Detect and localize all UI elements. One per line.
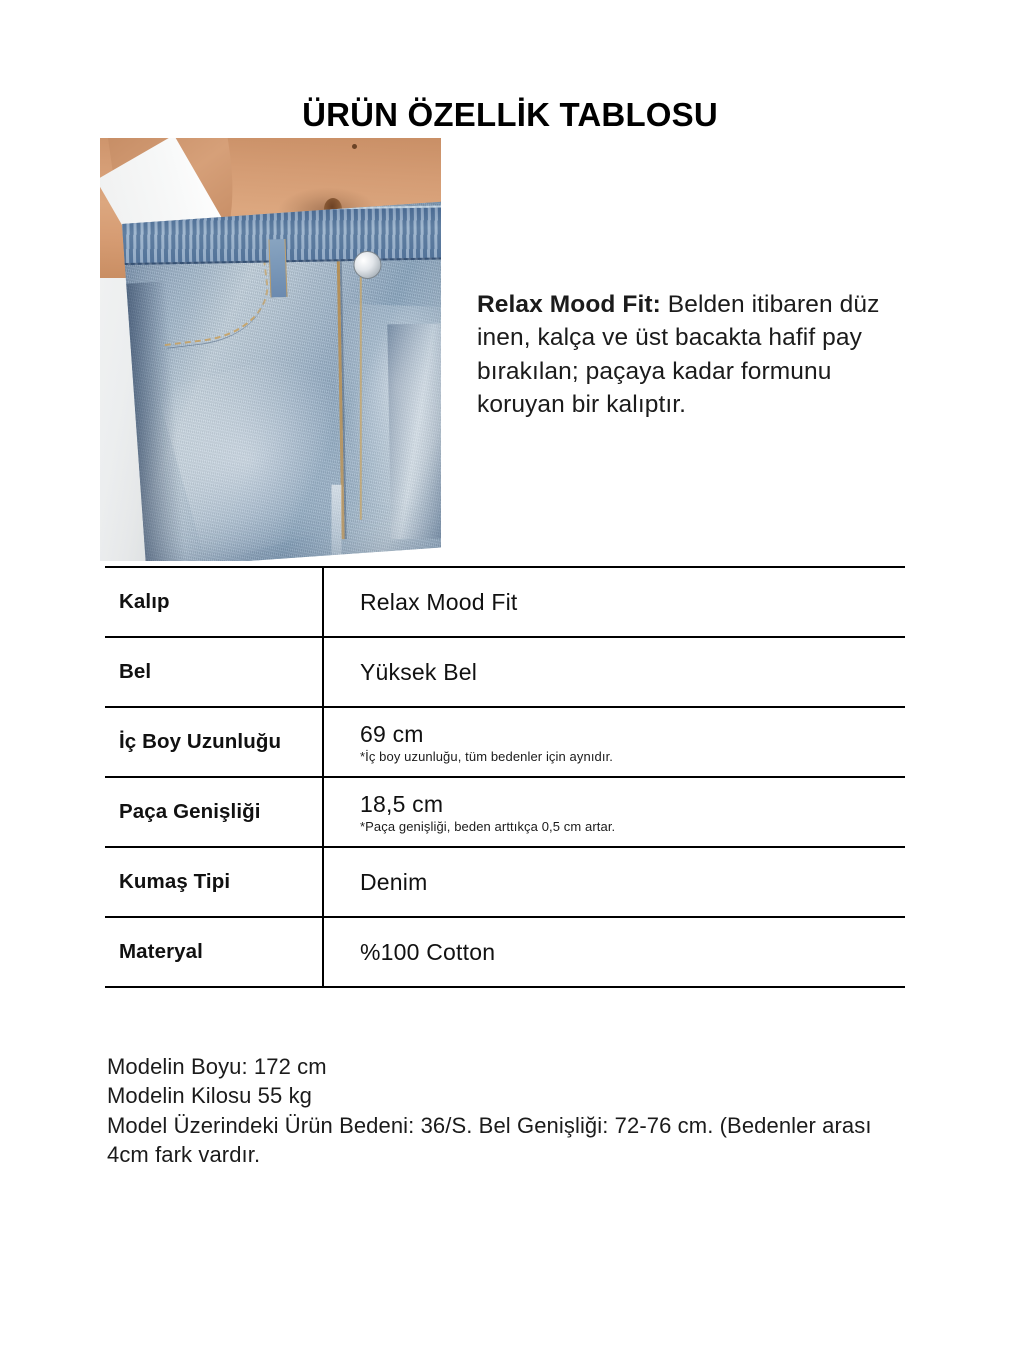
model-size: Model Üzerindeki Ürün Bedeni: 36/S. Bel Genişliği: 72-76 cm. (Bedenler arası 4cm fark vardır. (107, 1112, 872, 1167)
spec-value (323, 777, 905, 847)
model-mole (352, 144, 357, 149)
table-row (105, 637, 905, 707)
spec-label: Bel (105, 637, 323, 707)
spec-value-text: Denim (360, 868, 428, 895)
denim-belt-loop (268, 239, 287, 298)
fit-description-lead: Relax Mood Fit: (477, 291, 661, 318)
model-weight: Modelin Kilosu 55 kg (107, 1083, 313, 1109)
table-row (105, 777, 905, 847)
denim-fly-seam (360, 250, 362, 520)
table-row (105, 847, 905, 917)
spec-label: Materyal (105, 917, 323, 987)
product-spec-table (105, 566, 905, 988)
spec-value (323, 567, 905, 637)
spec-label: İç Boy Uzunluğu (105, 707, 323, 777)
spec-label: Kumaş Tipi (105, 847, 323, 917)
denim-front-pocket-edge (158, 262, 270, 349)
spec-value-text: Relax Mood Fit (360, 588, 518, 615)
spec-table-body (105, 567, 905, 987)
product-photo (100, 138, 441, 561)
model-info (107, 1052, 897, 1169)
denim-leg-split (332, 485, 342, 561)
spec-value-text: Yüksek Bel (360, 658, 478, 685)
spec-value-note: *İç boy uzunluğu, tüm bedenler için aynıdır. (360, 748, 613, 764)
denim-inner-seam (387, 323, 441, 539)
denim-jeans (122, 201, 441, 561)
spec-value-note: *Paça genişliği, beden arttıkça 0,5 cm artar. (360, 818, 616, 834)
table-row (105, 567, 905, 637)
model-height: Modelin Boyu: 172 cm (107, 1054, 327, 1079)
spec-value (323, 847, 905, 917)
table-row (105, 707, 905, 777)
spec-value (323, 707, 905, 777)
spec-value-text: 69 cm (360, 720, 424, 747)
spec-value (323, 917, 905, 987)
spec-value-text: 18,5 cm (360, 790, 444, 817)
page-title: ÜRÜN ÖZELLİK TABLOSU (302, 96, 718, 133)
table-row (105, 917, 905, 987)
fit-description-body: Belden itibaren düz inen, kalça ve üst bacakta hafif pay bırakılan; paçaya kadar formunu koruyan bir kalıptır. (477, 291, 880, 418)
spec-label: Kalıp (105, 567, 323, 637)
fit-description (477, 288, 917, 421)
spec-label: Paça Genişliği (105, 777, 323, 847)
spec-value (323, 637, 905, 707)
spec-value-text: %100 Cotton (360, 938, 496, 965)
